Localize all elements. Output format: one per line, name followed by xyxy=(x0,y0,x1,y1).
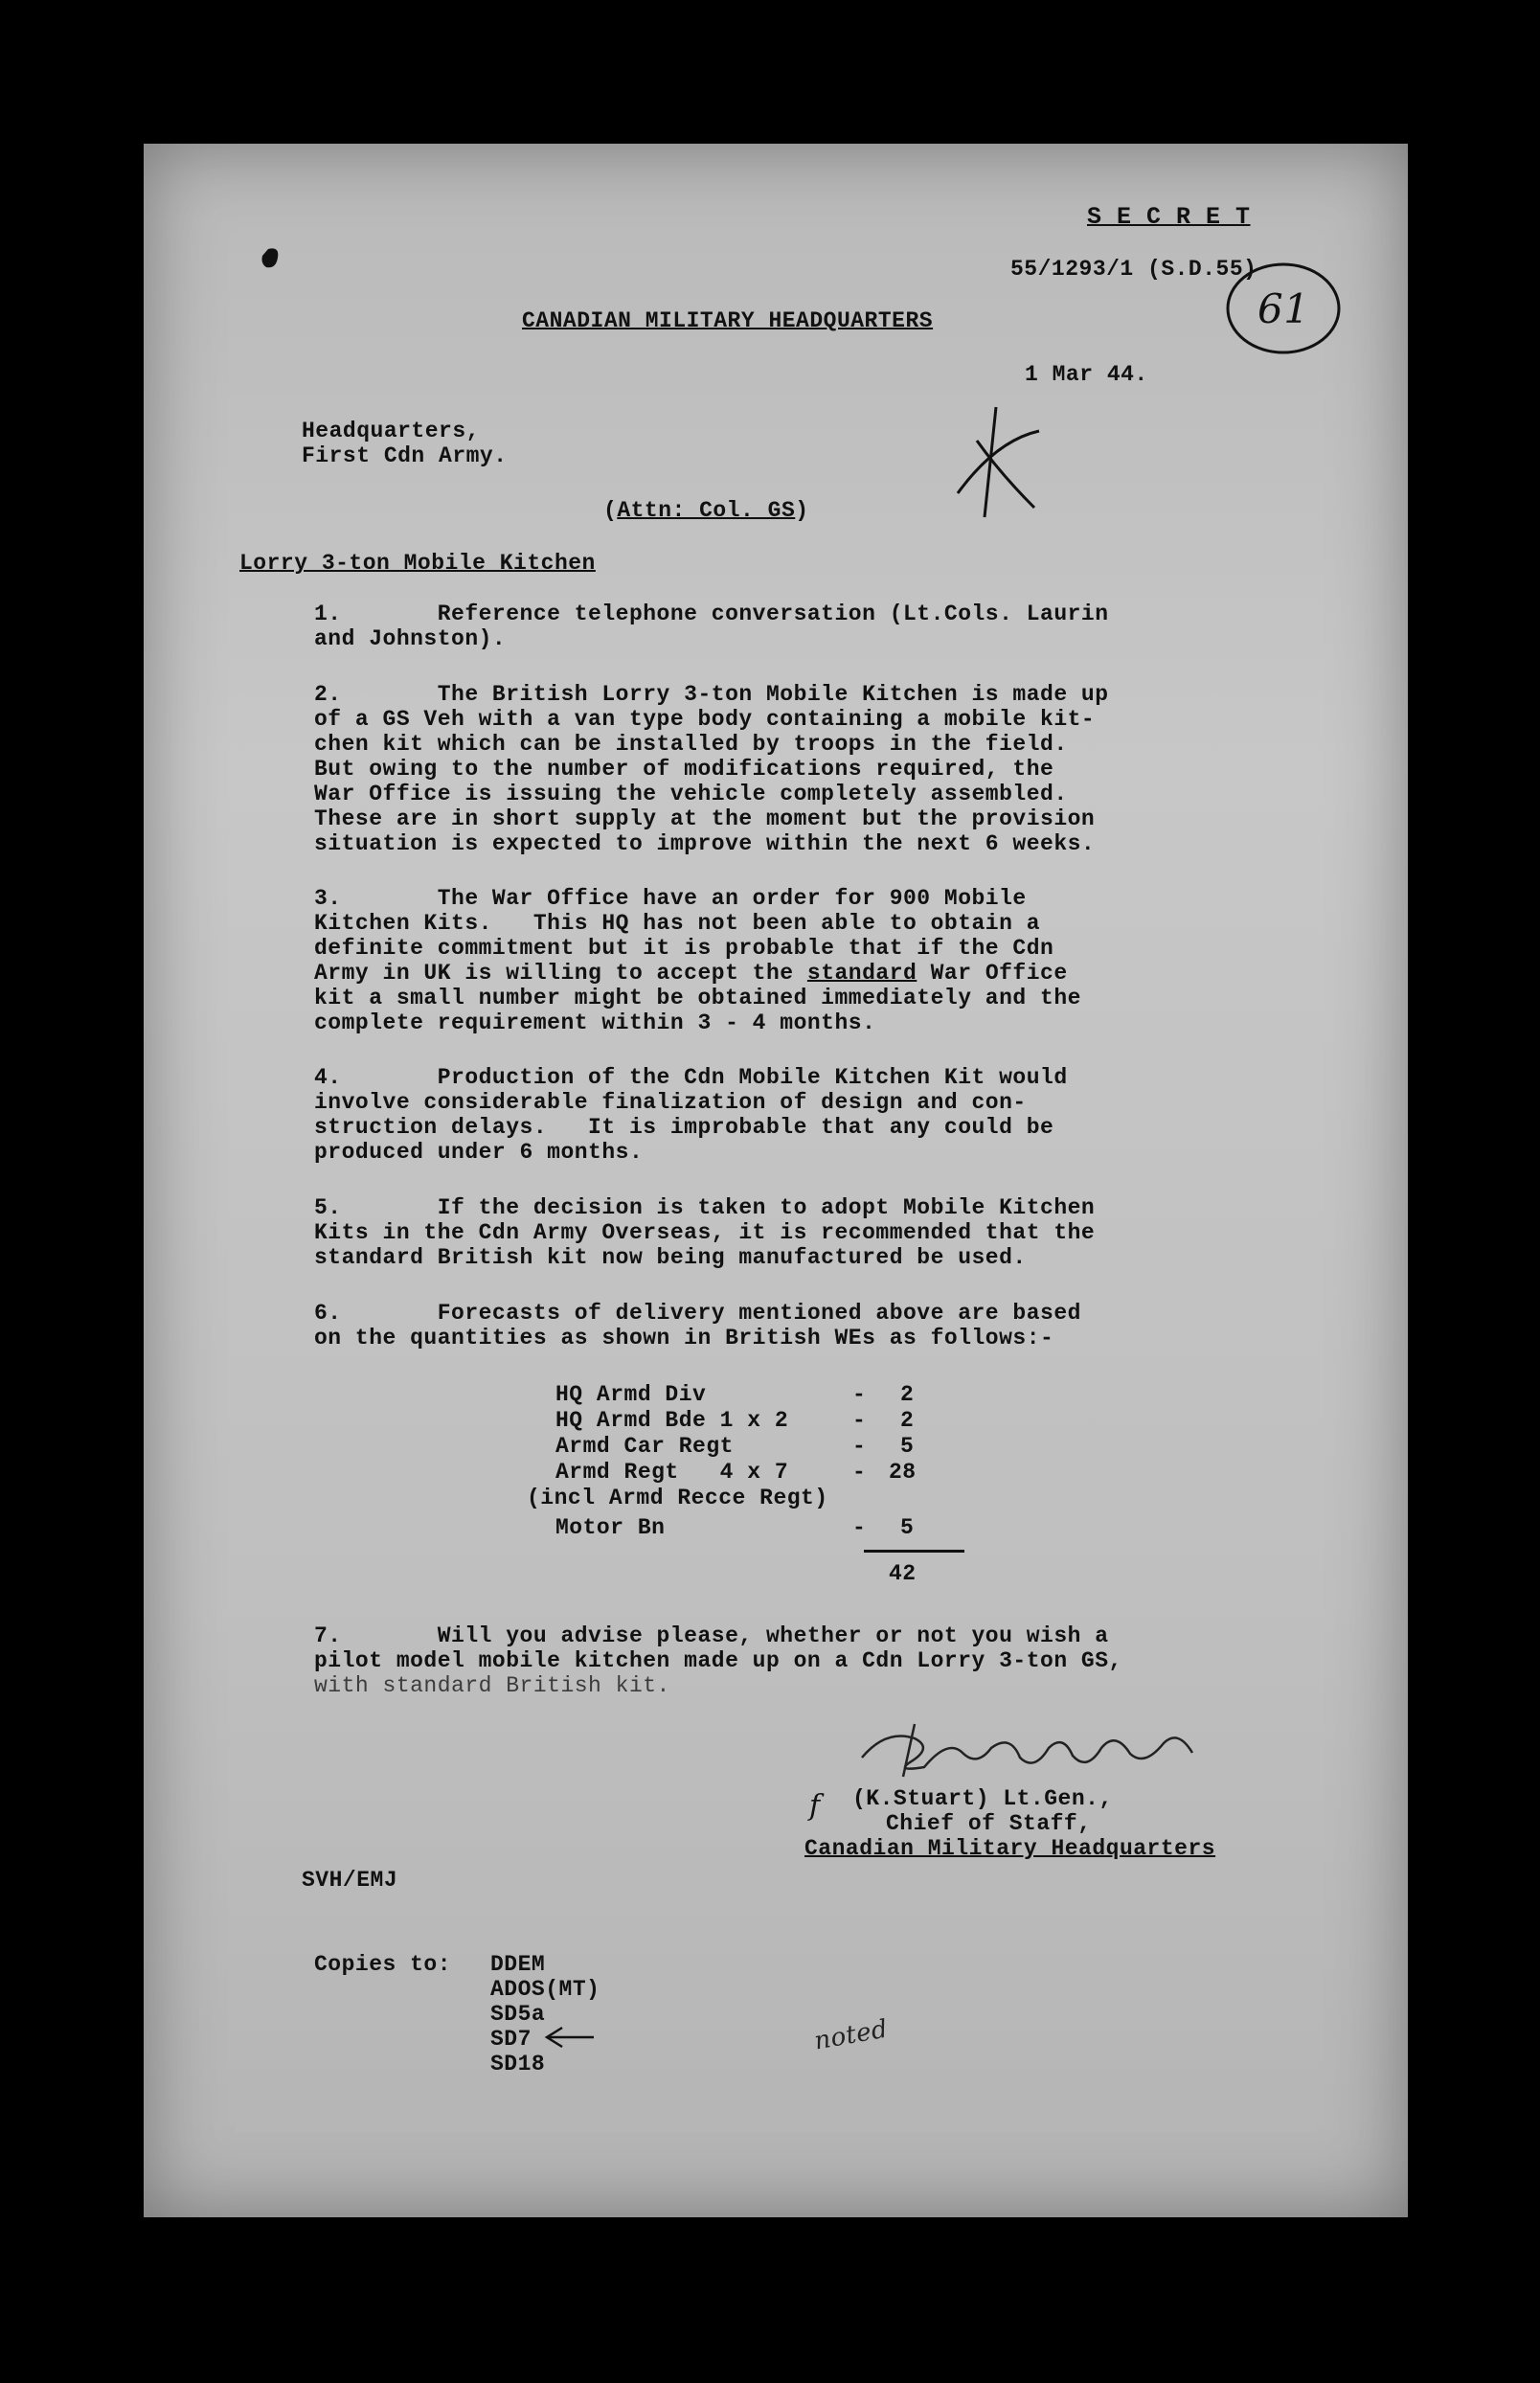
ink-blot xyxy=(259,244,287,273)
para-2-line-4: But owing to the number of modifications required, the xyxy=(314,757,1054,782)
org-heading: CANADIAN MILITARY HEADQUARTERS xyxy=(522,308,934,333)
para-7-line-1: 7. Will you advise please, whether or not you wish a xyxy=(314,1623,1109,1648)
para-6-line-1: 6. Forecasts of delivery mentioned above are based xyxy=(314,1301,1081,1326)
reference-initials: SVH/EMJ xyxy=(302,1868,398,1893)
table-row-unit: HQ Armd Bde 1 x 2 xyxy=(555,1408,789,1433)
signatory-org: Canadian Military Headquarters xyxy=(804,1836,1216,1861)
table-row-op: - xyxy=(852,1382,867,1407)
para-4-line-1: 4. Production of the Cdn Mobile Kitchen Kit would xyxy=(314,1065,1068,1090)
para-5-line-3: standard British kit now being manufactured be used. xyxy=(314,1245,1027,1270)
document-page xyxy=(144,144,1408,2217)
para-2-line-5: War Office is issuing the vehicle completely assembled. xyxy=(314,782,1068,806)
underlined-standard: standard xyxy=(806,961,917,986)
para-4-line-4: produced under 6 months. xyxy=(314,1140,644,1165)
para-3-line-5: kit a small number might be obtained immediately and the xyxy=(314,986,1081,1010)
subject-heading: Lorry 3-ton Mobile Kitchen xyxy=(239,551,596,576)
copy-recipient: SD18 xyxy=(490,2052,546,2077)
signatory-title: Chief of Staff, xyxy=(886,1811,1092,1836)
signatory-name: (K.Stuart) Lt.Gen., xyxy=(852,1786,1113,1811)
per-mark: f xyxy=(809,1789,821,1823)
para-7-line-2: pilot model mobile kitchen made up on a Cdn Lorry 3-ton GS, xyxy=(314,1648,1122,1673)
handwritten-signature xyxy=(857,1719,1221,1786)
copy-recipient: ADOS(MT) xyxy=(490,1977,600,2002)
classification-marking: S E C R E T xyxy=(1087,203,1251,231)
table-row-op: - xyxy=(852,1434,867,1459)
table-total: 42 xyxy=(889,1561,917,1586)
document-date: 1 Mar 44. xyxy=(1025,362,1148,387)
copy-recipient: DDEM xyxy=(490,1952,546,1977)
table-row-unit: Armd Regt 4 x 7 xyxy=(555,1460,789,1485)
table-row-unit: HQ Armd Div xyxy=(555,1382,707,1407)
para-7-line-3: with standard British kit. xyxy=(314,1673,670,1698)
para-2-line-7: situation is expected to improve within the next 6 weeks. xyxy=(314,831,1096,856)
table-row-op: - xyxy=(852,1460,867,1485)
para-6-line-2: on the quantities as shown in British WEs as follows:- xyxy=(314,1326,1054,1350)
para-1-line-1: 1. Reference telephone conversation (Lt.Cols. Laurin xyxy=(314,601,1109,626)
para-5-line-2: Kits in the Cdn Army Overseas, it is recommended that the xyxy=(314,1220,1096,1245)
para-3-line-3: definite commitment but it is probable that if the Cdn xyxy=(314,936,1054,961)
para-4-line-3: struction delays. It is improbable that any could be xyxy=(314,1115,1054,1140)
handwritten-cross-mark xyxy=(948,402,1053,527)
para-2-line-1: 2. The British Lorry 3-ton Mobile Kitchen is made up xyxy=(314,682,1109,707)
table-row-qty: 28 xyxy=(889,1460,917,1485)
para-2-line-3: chen kit which can be installed by troops in the field. xyxy=(314,732,1068,757)
address-line-2: First Cdn Army. xyxy=(302,443,508,468)
table-row-op: - xyxy=(852,1515,867,1540)
total-rule xyxy=(864,1550,964,1553)
para-3-line-4: Army in UK is willing to accept the standard War Office xyxy=(314,961,1068,986)
copy-recipient: SD7 xyxy=(490,2027,532,2052)
para-1-line-2: and Johnston). xyxy=(314,626,507,651)
handwritten-arrow xyxy=(541,2024,599,2051)
para-2-line-6: These are in short supply at the moment but the provision xyxy=(314,806,1096,831)
table-row-qty: 2 xyxy=(900,1408,915,1433)
address-line-1: Headquarters, xyxy=(302,419,480,443)
file-reference: 55/1293/1 (S.D.55) xyxy=(1010,257,1257,282)
para-3-line-2: Kitchen Kits. This HQ has not been able to obtain a xyxy=(314,911,1041,936)
table-row-qty: 2 xyxy=(900,1382,915,1407)
attention-line: (Attn: Col. GS) xyxy=(603,498,809,523)
table-note: (incl Armd Recce Regt) xyxy=(527,1486,828,1510)
para-4-line-2: involve considerable finalization of design and con- xyxy=(314,1090,1027,1115)
table-row-qty: 5 xyxy=(900,1434,915,1459)
table-row-unit: Armd Car Regt xyxy=(555,1434,734,1459)
copy-recipient: SD5a xyxy=(490,2002,546,2027)
para-3-line-6: complete requirement within 3 - 4 months. xyxy=(314,1010,876,1035)
table-row-op: - xyxy=(852,1408,867,1433)
para-5-line-1: 5. If the decision is taken to adopt Mobile Kitchen xyxy=(314,1195,1096,1220)
folio-number: 61 xyxy=(1257,285,1310,332)
copies-label: Copies to: xyxy=(314,1952,452,1977)
table-row-unit: Motor Bn xyxy=(555,1515,666,1540)
handwritten-noted: noted xyxy=(811,2014,891,2056)
para-3-line-1: 3. The War Office have an order for 900 Mobile xyxy=(314,886,1027,911)
para-2-line-2: of a GS Veh with a van type body containing a mobile kit- xyxy=(314,707,1096,732)
table-row-qty: 5 xyxy=(900,1515,915,1540)
